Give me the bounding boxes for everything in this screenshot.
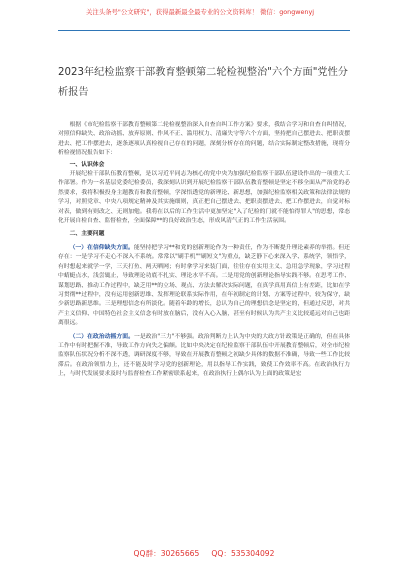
subsection-heading-belief: （一）在信仰缺失方面。	[69, 244, 134, 251]
section-heading-understanding: 一、认识体会	[69, 161, 105, 168]
subsection-paragraph-belief	[58, 244, 350, 329]
subsection-text-belief: 能坚持把学习**和党的创新理论作为一种责任，作为不断提升理论素养的举措。但还存在：一是学习不走心不深入不系统。常常以"刷手机""刷短文"为重点，缺乏静下心来深入学、系统学，领悟学，有时想起来就学一学，三天打鱼、两天晒网；有时拿学习来装门面，往往存在实用主义、急用急学现象，学习过程中蜻蜓点水，浅尝辄止，导致理论功底不扎实、理论水平不高。二是用党的创新理论指导实践不够。在思考工作、谋划思路、推动工作过程中，缺乏用**的立场、观点、方法去解决实际问题，在真学真用真信上有差距，比如在学习贯彻**过程中，没有运用创新思维、发挥理论联系实际作用，在年初制定的计划、方案等过程中，较为保守，缺少新思路新思维。三是理想信念有所淡化。随着年龄的增长，总认为自己的理想信念是坚定的，但通过反思，对共产主义信仰、中国特色社会主义信念有时放在脑后，没有入心入脑，甚至有时候认为共产主义比较遥远对自己也距离很远。	[58, 244, 350, 327]
promo-banner: 关注头条号"公文研究"，获得最新最全最专业的公文资料库！ 微信：gongwenyj	[85, 8, 315, 16]
section-heading-problems: 二、主要问题	[69, 231, 105, 238]
section-paragraph-understanding: 开展纪检干部队伍教育整顿，是以习近平同志为核心的党中央为加强纪检监察干部队伍建设作出的一项重大工作部署。作为一名基层党委纪检委员，我深刻认识到开展纪检监察干部队伍教育整顿是坚定不移全面从严治党的必然要求，我将积极投身主题教育和教育整顿，学深悟透党的新理论、新思想，加强纪检监察相关政策和法律法规的学习，对照党章、中央八项规定精神及其实施细则，真正把自己摆进去、把职责摆进去、把工作摆进去，自觉对标对表，做到有则改之、无则加勉。我将在以后的工作生活中更加坚定"入了纪检的门就不能怕得罪人"的思想，常态化开展自检自查、监督检查，全面保障**的良好政治生态，形成风清气正的工作生活氛围。	[58, 171, 350, 225]
document-body	[58, 121, 350, 380]
subsection-paragraph-political	[58, 333, 350, 380]
footer-contact	[0, 548, 408, 559]
intro-paragraph: 根据《市纪检监察干部教育整顿第二轮检视整治深入自查自纠工作方案》要求，我结合学习和自查自纠情况，对照信仰缺失、政治动摇、放弃原则、作风不正、滥用权力、清廉失守等六个方面，坚持把自己摆进去、把职责摆进去、把工作摆进去，逐条逐项认真检视自己存在的问题，深刻分析存在的问题，结合实际制定整改措施，现将分析检视情况报告如下：	[58, 122, 350, 157]
subsection-heading-political: （二）在政治动摇方面。	[69, 333, 134, 340]
document-title: 2023年纪检监察干部教育整顿第二轮检视整治"六个方面"党性分析报告	[58, 67, 348, 98]
footer-qq-number: QQ：535304092	[211, 549, 275, 558]
subsection-text-political: 一是政治"三力"不够强。政治判断力上认为中央的大政方针政策是正确的，但在具体工作中有时把握不准，导致工作方向失之偏颇。比如中央决定在纪检监察干部队伍中开展教育整顿后，对全市纪检监察队伍状况分析不深不透，调研深度不够，导致在开展教育整顿之初缺少具体的数据不准确，导致一些工作比较滞后。在政治领悟力上，还不能及时学习党的创新理论，用以指导工作实践，致使工作效率不高。在政治执行力上，与时代发展要求及时与监督检查工作紧密联系起来，在政治执行上偶尔认为上面的政策是宏	[58, 333, 350, 378]
footer-qq-group: QQ群：30265665	[133, 549, 200, 558]
header-divider	[58, 30, 350, 31]
